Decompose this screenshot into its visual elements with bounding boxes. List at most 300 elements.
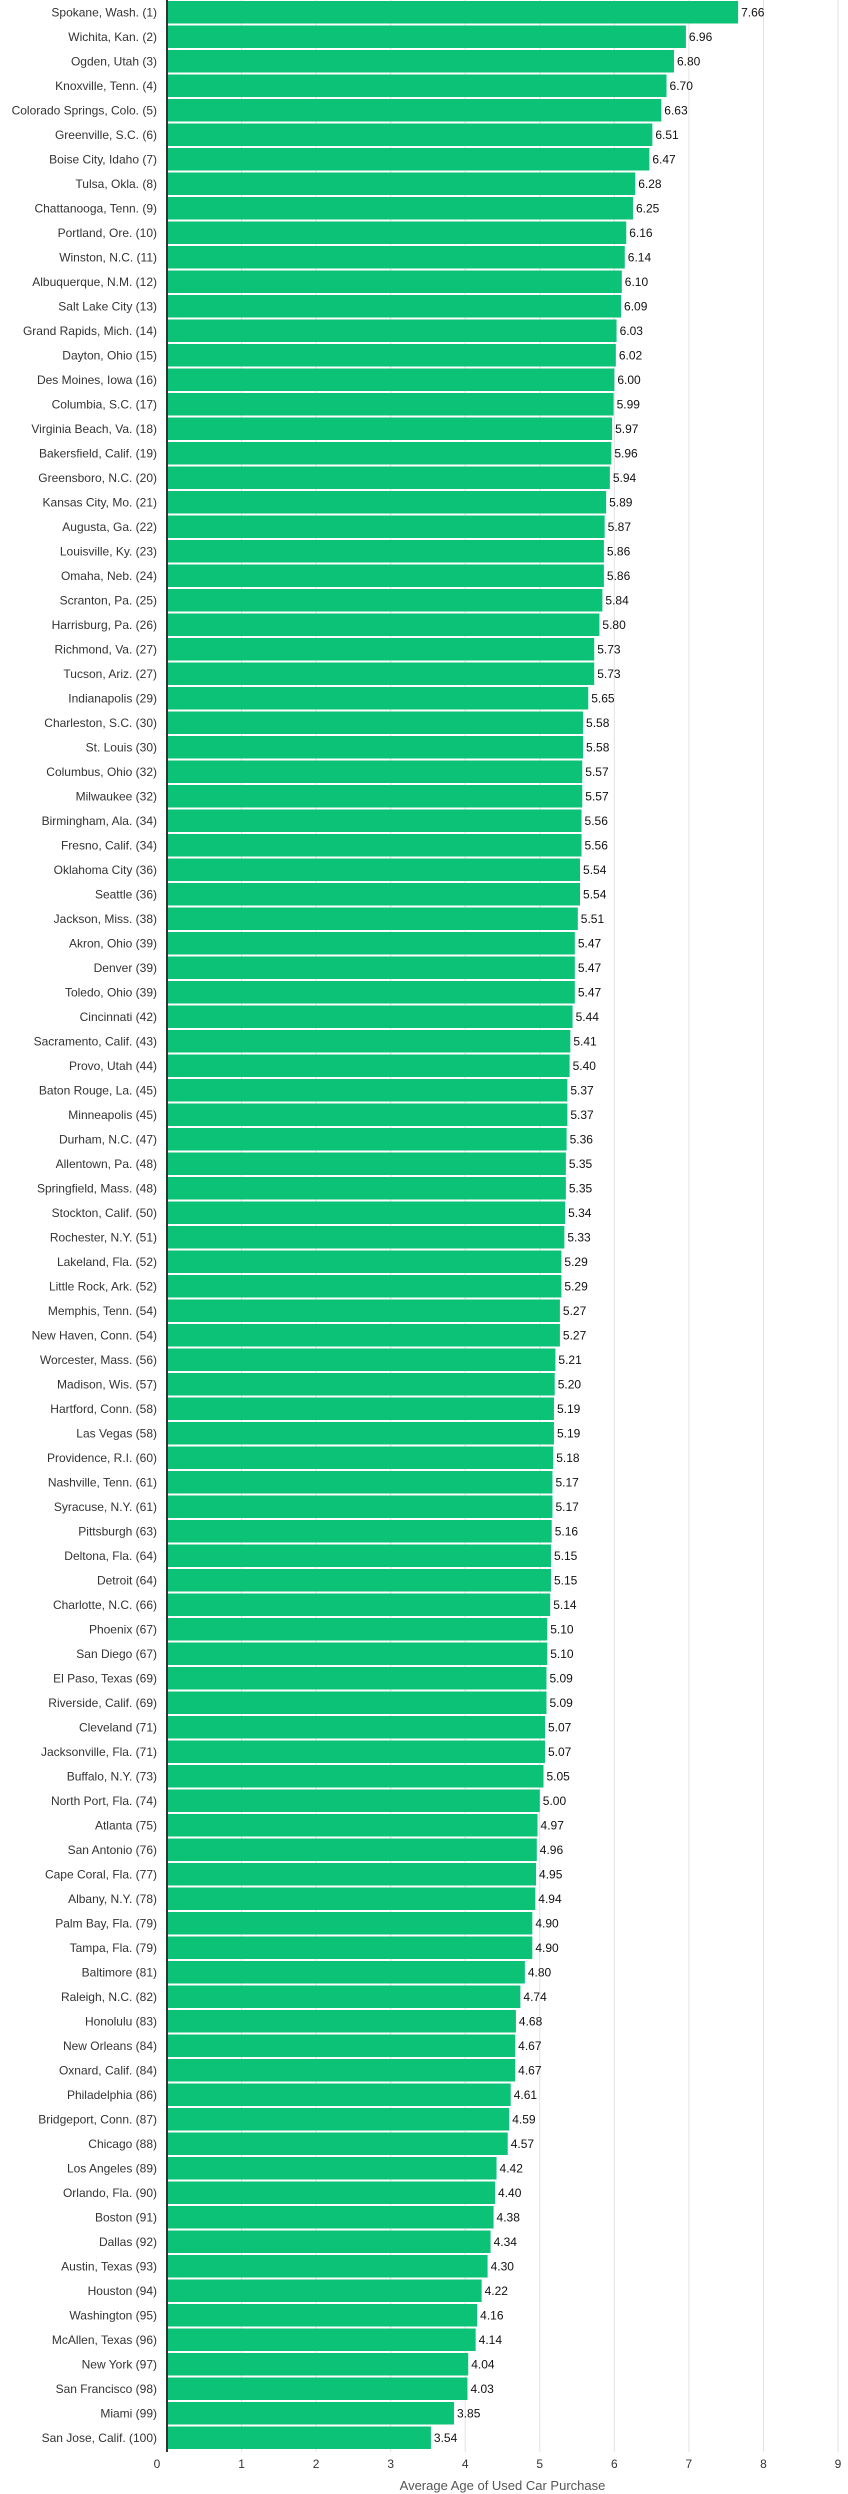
category-label: Dayton, Ohio (15) — [62, 348, 157, 363]
category-label: Boston (91) — [94, 2210, 157, 2225]
bar — [167, 50, 674, 73]
value-label: 5.54 — [583, 887, 607, 902]
value-label: 4.04 — [471, 2357, 495, 2372]
value-label: 4.34 — [493, 2234, 517, 2249]
bars — [167, 1, 738, 2449]
value-label: 4.94 — [538, 1891, 562, 1906]
bar — [167, 418, 612, 441]
bar — [167, 1643, 547, 1666]
value-label: 6.96 — [688, 29, 713, 44]
category-label: McAllen, Texas (96) — [51, 2332, 157, 2347]
value-label: 4.95 — [539, 1867, 563, 1882]
category-label: Omaha, Neb. (24) — [60, 568, 157, 583]
value-label: 4.59 — [512, 2112, 536, 2127]
category-label: Providence, R.I. (60) — [46, 1450, 157, 1465]
bar — [167, 712, 583, 735]
value-label: 4.42 — [499, 2161, 523, 2176]
category-label: Harrisburg, Pa. (26) — [51, 617, 157, 632]
bar — [167, 565, 604, 588]
bar — [167, 883, 580, 906]
value-label: 5.15 — [553, 1573, 578, 1588]
category-label: Ogden, Utah (3) — [70, 54, 157, 69]
category-label: Cincinnati (42) — [79, 1009, 157, 1024]
value-label: 5.56 — [584, 838, 608, 853]
category-label: Philadelphia (86) — [66, 2087, 157, 2102]
bar — [167, 467, 610, 490]
bar — [167, 1888, 535, 1911]
category-label: Fresno, Calif. (34) — [60, 838, 157, 853]
bar — [167, 26, 686, 49]
category-label: Toledo, Ohio (39) — [64, 985, 157, 1000]
bar — [167, 344, 616, 367]
bar — [167, 1128, 567, 1151]
value-label: 6.28 — [638, 176, 662, 191]
bar — [167, 1006, 573, 1029]
bar — [167, 761, 582, 784]
category-label: Wichita, Kan. (2) — [68, 29, 157, 44]
value-label: 5.44 — [575, 1009, 599, 1024]
category-label: Boise City, Idaho (7) — [49, 152, 157, 167]
category-label: Honolulu (83) — [84, 2014, 157, 2029]
category-label: Columbus, Ohio (32) — [46, 764, 157, 779]
value-label: 5.57 — [585, 764, 609, 779]
category-label: Scranton, Pa. (25) — [59, 593, 157, 608]
value-label: 5.89 — [609, 495, 633, 510]
category-label: Tampa, Fla. (79) — [69, 1940, 157, 1955]
category-label: Grand Rapids, Mich. (14) — [22, 323, 157, 338]
value-label: 5.35 — [568, 1181, 593, 1196]
x-tick-label: 5 — [536, 2457, 544, 2471]
value-label: 4.80 — [527, 1965, 552, 1980]
bar — [167, 1937, 532, 1960]
value-label: 4.96 — [539, 1842, 564, 1857]
value-label: 5.33 — [567, 1230, 591, 1245]
value-label: 4.30 — [490, 2259, 514, 2274]
value-label: 5.54 — [583, 862, 607, 877]
value-label: 6.70 — [669, 78, 693, 93]
bar — [167, 442, 611, 465]
bar — [167, 2133, 508, 2156]
category-label: San Francisco (98) — [55, 2381, 157, 2396]
category-label: Austin, Texas (93) — [61, 2259, 157, 2274]
category-label: Stockton, Calif. (50) — [51, 1205, 157, 1220]
bar — [167, 1373, 555, 1396]
category-label: Akron, Ohio (39) — [68, 936, 157, 951]
x-tick-label: 2 — [312, 2457, 320, 2471]
value-label: 5.35 — [568, 1156, 593, 1171]
bar — [167, 1667, 546, 1690]
bar — [167, 75, 667, 98]
value-label: 5.27 — [562, 1303, 587, 1318]
value-label: 6.25 — [635, 201, 660, 216]
category-label: Chattanooga, Tenn. (9) — [34, 201, 157, 216]
value-label: 5.56 — [584, 813, 608, 828]
bar — [167, 2353, 468, 2376]
category-label: Syracuse, N.Y. (61) — [53, 1499, 157, 1514]
bar — [167, 99, 661, 122]
category-label: Tulsa, Okla. (8) — [75, 176, 157, 191]
category-label: Tucson, Ariz. (27) — [63, 666, 157, 681]
value-label: 5.36 — [569, 1132, 593, 1147]
bar — [167, 1545, 551, 1568]
bar — [167, 2206, 494, 2229]
bar — [167, 1275, 561, 1298]
value-label: 5.34 — [568, 1205, 592, 1220]
value-label: 5.73 — [597, 642, 621, 657]
category-label: Cape Coral, Fla. (77) — [44, 1867, 157, 1882]
bar — [167, 222, 626, 245]
bar — [167, 124, 652, 147]
category-label: Winston, N.C. (11) — [59, 250, 157, 265]
bar — [167, 932, 575, 955]
category-label: Albuquerque, N.M. (12) — [32, 274, 157, 289]
category-label: Los Angeles (89) — [66, 2161, 157, 2176]
category-label: Buffalo, N.Y. (73) — [66, 1769, 157, 1784]
value-label: 5.29 — [564, 1279, 588, 1294]
category-label: Milwaukee (32) — [75, 789, 157, 804]
value-label: 4.40 — [498, 2185, 522, 2200]
x-axis-ticks — [154, 2457, 842, 2471]
category-label: Birmingham, Ala. (34) — [41, 813, 157, 828]
bar — [167, 908, 578, 931]
bar — [167, 2378, 467, 2401]
bar — [167, 148, 649, 171]
category-label: El Paso, Texas (69) — [53, 1671, 157, 1686]
bar — [167, 1153, 566, 1176]
value-label: 5.96 — [614, 446, 638, 461]
value-label: 5.51 — [580, 911, 605, 926]
bar — [167, 2255, 488, 2278]
category-label: Lakeland, Fla. (52) — [56, 1254, 157, 1269]
value-label: 5.00 — [542, 1793, 567, 1808]
value-label: 6.10 — [624, 274, 649, 289]
category-label: Worcester, Mass. (56) — [39, 1352, 157, 1367]
value-label: 5.37 — [570, 1083, 594, 1098]
value-label: 5.37 — [570, 1107, 594, 1122]
value-label: 5.16 — [554, 1524, 579, 1539]
value-label: 4.67 — [518, 2063, 542, 2078]
bar — [167, 1104, 567, 1127]
category-label: St. Louis (30) — [85, 740, 157, 755]
category-label: Baton Rouge, La. (45) — [38, 1083, 157, 1098]
bar — [167, 1, 738, 24]
value-label: 6.09 — [624, 299, 648, 314]
value-label: 4.61 — [513, 2087, 538, 2102]
value-label: 5.40 — [572, 1058, 596, 1073]
bar — [167, 1079, 567, 1102]
value-label: 5.09 — [549, 1695, 573, 1710]
value-label: 5.27 — [562, 1328, 587, 1343]
bar — [167, 2402, 454, 2425]
bar — [167, 1349, 555, 1372]
value-label: 4.90 — [535, 1916, 559, 1931]
bar — [167, 1226, 564, 1249]
bar — [167, 2084, 511, 2107]
value-label: 6.03 — [619, 323, 643, 338]
value-label: 5.58 — [586, 740, 610, 755]
bar — [167, 2010, 516, 2033]
value-label: 4.14 — [478, 2332, 503, 2347]
bar — [167, 1594, 550, 1617]
x-tick-label: 8 — [760, 2457, 767, 2471]
bar — [167, 2329, 476, 2352]
bar — [167, 246, 625, 269]
value-label: 5.17 — [555, 1499, 579, 1514]
category-label: Orlando, Fla. (90) — [62, 2185, 157, 2200]
value-label: 5.10 — [550, 1646, 574, 1661]
category-label: Atlanta (75) — [94, 1818, 157, 1833]
x-tick-label: 0 — [153, 2457, 161, 2471]
value-label: 3.85 — [457, 2406, 481, 2421]
bar — [167, 957, 575, 980]
bar — [167, 1716, 545, 1739]
value-label: 5.99 — [616, 397, 640, 412]
bar — [167, 1863, 536, 1886]
bar — [167, 1447, 553, 1470]
bar — [167, 736, 583, 759]
bar — [167, 2035, 515, 2058]
category-label: Columbia, S.C. (17) — [51, 397, 157, 412]
category-label: Seattle (36) — [94, 887, 157, 902]
value-label: 5.07 — [547, 1720, 572, 1735]
category-label: Pittsburgh (63) — [78, 1524, 157, 1539]
value-label: 5.58 — [586, 715, 610, 730]
bar — [167, 516, 605, 539]
bar — [167, 1055, 570, 1078]
value-label: 5.41 — [573, 1034, 597, 1049]
category-label: Des Moines, Iowa (16) — [36, 372, 157, 387]
value-label: 6.00 — [617, 372, 641, 387]
bar — [167, 687, 588, 710]
category-label: Memphis, Tenn. (54) — [47, 1303, 157, 1318]
value-label: 6.51 — [655, 127, 679, 142]
category-label: Nashville, Tenn. (61) — [47, 1475, 157, 1490]
value-label: 6.02 — [618, 348, 643, 363]
value-label: 5.17 — [555, 1475, 579, 1490]
category-label: Greenville, S.C. (6) — [54, 127, 157, 142]
category-label: Sacramento, Calif. (43) — [33, 1034, 157, 1049]
category-label: New Haven, Conn. (54) — [31, 1328, 157, 1343]
category-label: Bridgeport, Conn. (87) — [38, 2112, 157, 2127]
category-label: San Jose, Calif. (100) — [41, 2430, 157, 2445]
bar — [167, 1251, 561, 1274]
value-label: 5.47 — [577, 936, 602, 951]
value-label: 6.63 — [664, 103, 688, 118]
bar — [167, 1986, 520, 2009]
bar — [167, 981, 575, 1004]
category-label: New Orleans (84) — [62, 2038, 157, 2053]
category-label: San Antonio (76) — [67, 1842, 157, 1857]
value-label: 5.65 — [591, 691, 615, 706]
value-label: 5.47 — [577, 960, 602, 975]
value-label: 4.38 — [496, 2210, 520, 2225]
value-label: 4.16 — [480, 2308, 504, 2323]
category-label: Las Vegas (58) — [76, 1426, 157, 1441]
category-label: Allentown, Pa. (48) — [55, 1156, 157, 1171]
value-label: 5.09 — [549, 1671, 573, 1686]
bar — [167, 271, 622, 294]
category-label: Spokane, Wash. (1) — [51, 5, 157, 20]
bar — [167, 1839, 537, 1862]
value-label: 5.19 — [556, 1401, 581, 1416]
value-label: 5.29 — [564, 1254, 588, 1269]
bar — [167, 810, 582, 833]
value-label: 5.18 — [556, 1450, 580, 1465]
bar — [167, 1692, 546, 1715]
bar — [167, 1912, 532, 1935]
bar — [167, 369, 614, 392]
value-label: 5.05 — [546, 1769, 570, 1784]
category-label: Colorado Springs, Colo. (5) — [11, 103, 157, 118]
category-label: Little Rock, Ark. (52) — [48, 1279, 157, 1294]
bar — [167, 1814, 538, 1837]
x-tick-label: 9 — [834, 2457, 842, 2471]
category-label: Knoxville, Tenn. (4) — [55, 78, 157, 93]
x-tick-label: 3 — [387, 2457, 395, 2471]
category-label: Oklahoma City (36) — [53, 862, 157, 877]
value-label: 5.86 — [606, 568, 631, 583]
bar — [167, 393, 614, 416]
value-label: 5.84 — [605, 593, 629, 608]
bar — [167, 2182, 495, 2205]
category-label: Indianapolis (29) — [68, 691, 157, 706]
category-label: Oxnard, Calif. (84) — [58, 2063, 157, 2078]
bar — [167, 1202, 565, 1225]
bar — [167, 638, 594, 661]
value-label: 3.54 — [433, 2430, 458, 2445]
value-label: 4.74 — [523, 1989, 547, 2004]
category-label: Madison, Wis. (57) — [56, 1377, 157, 1392]
category-label: Provo, Utah (44) — [68, 1058, 157, 1073]
category-label: Palm Bay, Fla. (79) — [55, 1916, 157, 1931]
category-label: Dallas (92) — [98, 2234, 157, 2249]
category-labels — [12, 5, 157, 2445]
category-label: Hartford, Conn. (58) — [50, 1401, 157, 1416]
value-label: 6.47 — [652, 152, 676, 167]
category-label: Portland, Ore. (10) — [57, 225, 157, 240]
bar — [167, 2157, 497, 2180]
category-label: Richmond, Va. (27) — [54, 642, 157, 657]
value-label: 6.16 — [629, 225, 653, 240]
value-label: 5.47 — [577, 985, 602, 1000]
category-label: Albany, N.Y. (78) — [68, 1891, 157, 1906]
value-label: 5.21 — [558, 1352, 582, 1367]
bar — [167, 2304, 477, 2327]
x-tick-label: 7 — [685, 2457, 693, 2471]
category-label: Raleigh, N.C. (82) — [60, 1989, 157, 2004]
value-label: 4.67 — [518, 2038, 542, 2053]
value-label: 4.03 — [470, 2381, 494, 2396]
bar — [167, 859, 580, 882]
category-label: Washington (95) — [69, 2308, 157, 2323]
bar — [167, 1496, 552, 1519]
value-label: 5.15 — [553, 1548, 578, 1563]
value-label: 4.22 — [484, 2283, 508, 2298]
category-label: Deltona, Fla. (64) — [64, 1548, 157, 1563]
value-label: 6.80 — [676, 54, 701, 69]
value-label: 6.14 — [627, 250, 652, 265]
value-label: 4.68 — [518, 2014, 543, 2029]
category-label: North Port, Fla. (74) — [50, 1793, 157, 1808]
bar — [167, 834, 582, 857]
category-label: New York (97) — [81, 2357, 157, 2372]
bar — [167, 197, 633, 220]
bar — [167, 1300, 560, 1323]
bar — [167, 491, 606, 514]
bar — [167, 614, 599, 637]
value-label: 5.10 — [550, 1622, 574, 1637]
value-label: 5.14 — [553, 1597, 577, 1612]
category-label: Augusta, Ga. (22) — [62, 519, 157, 534]
value-label: 7.66 — [741, 5, 765, 20]
category-label: Miami (99) — [100, 2406, 157, 2421]
x-tick-label: 6 — [610, 2457, 618, 2471]
category-label: Jacksonville, Fla. (71) — [40, 1744, 157, 1759]
category-label: Louisville, Ky. (23) — [59, 544, 157, 559]
value-label: 4.97 — [540, 1818, 564, 1833]
bar — [167, 2280, 482, 2303]
bar — [167, 540, 604, 563]
bar — [167, 2231, 491, 2254]
category-label: Durham, N.C. (47) — [58, 1132, 157, 1147]
category-label: Phoenix (67) — [88, 1622, 157, 1637]
bar — [167, 1177, 566, 1200]
category-label: Chicago (88) — [88, 2136, 157, 2151]
bar — [167, 1569, 551, 1592]
bar — [167, 1422, 554, 1445]
value-label: 5.80 — [602, 617, 626, 632]
bar — [167, 2108, 509, 2131]
category-label: Detroit (64) — [96, 1573, 157, 1588]
bar — [167, 1398, 554, 1421]
bar — [167, 785, 582, 808]
category-label: Jackson, Miss. (38) — [53, 911, 157, 926]
x-tick-label: 1 — [238, 2457, 245, 2471]
x-tick-label: 4 — [461, 2457, 469, 2471]
category-label: Salt Lake City (13) — [58, 299, 157, 314]
value-label: 5.73 — [597, 666, 621, 681]
value-label: 5.86 — [606, 544, 631, 559]
bar — [167, 1765, 544, 1788]
value-label: 5.19 — [556, 1426, 581, 1441]
bar — [167, 173, 635, 196]
bar — [167, 1961, 525, 1984]
value-label: 5.20 — [557, 1377, 582, 1392]
category-label: Kansas City, Mo. (21) — [42, 495, 157, 510]
x-axis-title: Average Age of Used Car Purchase — [399, 2478, 606, 2493]
bar — [167, 2059, 515, 2082]
bar — [167, 295, 621, 318]
category-label: Denver (39) — [93, 960, 157, 975]
category-label: Riverside, Calif. (69) — [48, 1695, 157, 1710]
bar — [167, 1030, 570, 1053]
bar — [167, 1741, 545, 1764]
category-label: Charlotte, N.C. (66) — [52, 1597, 157, 1612]
category-label: Houston (94) — [87, 2283, 157, 2298]
value-label: 5.57 — [585, 789, 609, 804]
bar — [167, 1618, 547, 1641]
category-label: Springfield, Mass. (48) — [36, 1181, 157, 1196]
bar — [167, 320, 617, 343]
category-label: Greensboro, N.C. (20) — [38, 470, 157, 485]
value-label: 4.90 — [535, 1940, 559, 1955]
category-label: Rochester, N.Y. (51) — [49, 1230, 157, 1245]
bar — [167, 1520, 552, 1543]
bar — [167, 1790, 540, 1813]
value-label: 5.87 — [607, 519, 632, 534]
value-label: 4.57 — [510, 2136, 535, 2151]
value-label: 5.07 — [547, 1744, 572, 1759]
